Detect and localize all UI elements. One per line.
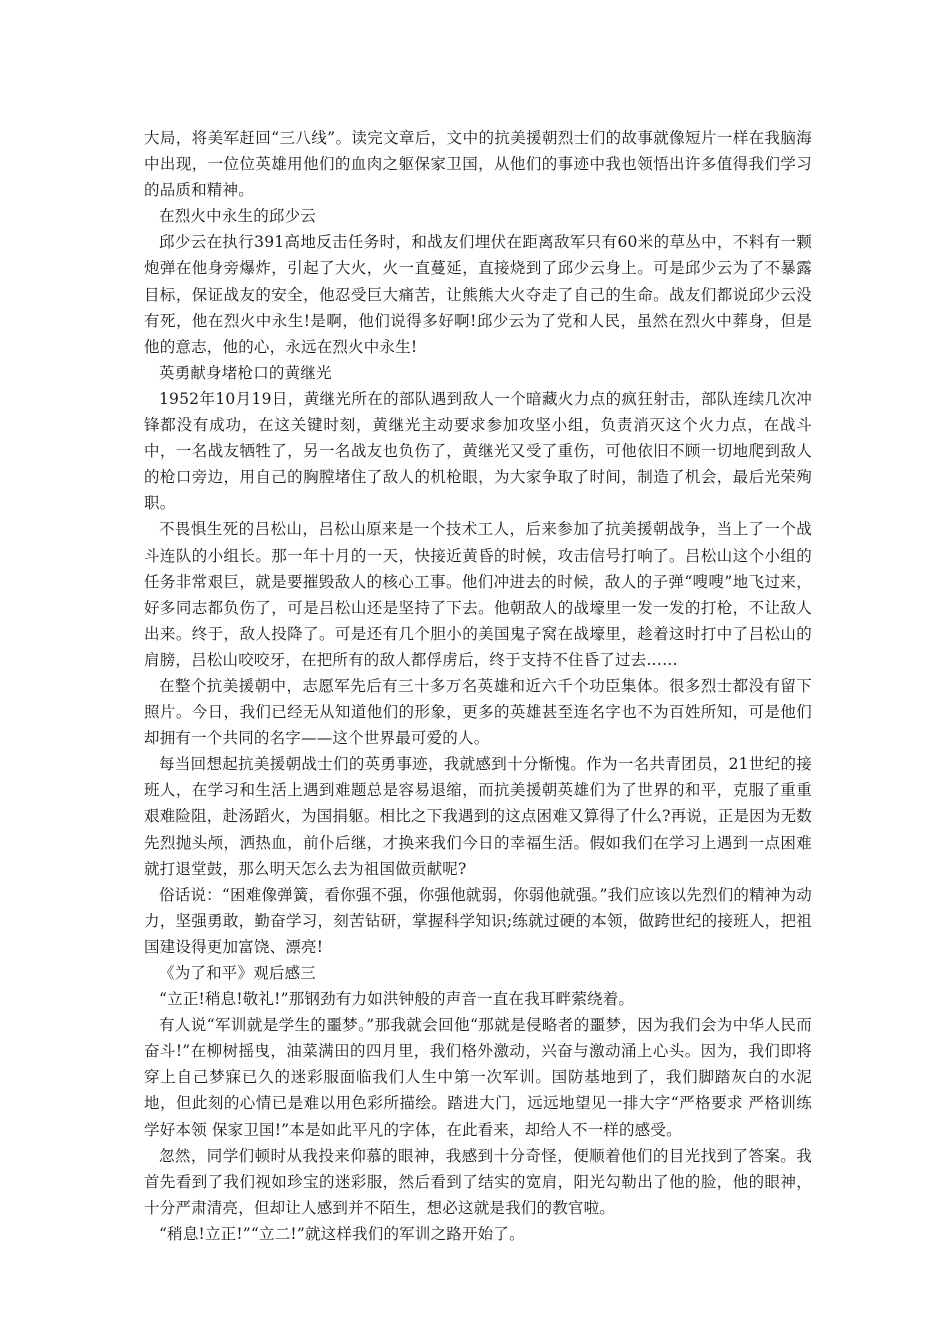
paragraph-command: “立正!稍息!敬礼!”那钢劲有力如洪钟般的声音一直在我耳畔萦绕着。 (159, 990, 635, 1009)
paragraph-military-training: 有人说“军训就是学生的噩梦。”那我就会回他“那就是侵略者的噩梦，因为我们会为中华人民而奋斗!”在柳树摇曳，油菜满田的四月里，我们格外激动，兴奋与激动涌上心头。因为，我们即将穿上自己梦寐已久的迷彩服面临我们人生中第一次军训。国防基地到了，我们脚踏灰白的水泥地，但此刻的心情已是难以用色彩所描绘。踏进大门，远远地望见一排大字“严格要求 严格训练 学好本领 保家卫国!”本是如此平凡的字体，在此看来，却给人不一样的感受。 (144, 1016, 812, 1139)
section-heading-essay-three: 《为了和平》观后感三 (159, 964, 317, 982)
section-heading-qiu-shaoyun: 在烈火中永生的邱少云 (159, 207, 317, 226)
paragraph-qiu-shaoyun: 邱少云在执行391高地反击任务时，和战友们埋伏在距离敌军只有60米的草丛中，不料有一颗炮弹在他身旁爆炸，引起了大火，火一直蔓延，直接烧到了邱少云身上。可是邱少云为了不暴露目标，保证战友的安全，他忍受巨大痛苦，让熊熊大火夺走了自己的生命。战友们都说邱少云没有死，他在烈火中永生!是啊，他们说得多好啊!邱少云为了党和人民，虽然在烈火中葬身，但是他的意志，他的心，永远在烈火中永生! (144, 233, 812, 356)
article-body (144, 125, 812, 1247)
paragraph-training-begins: “稍息!立正!”“立二!”就这样我们的军训之路开始了。 (159, 1224, 525, 1243)
paragraph-reflection: 每当回想起抗美援朝战士们的英勇事迹，我就感到十分惭愧。作为一名共青团员，21世纪的接班人，在学习和生活上遇到难题总是容易退缩，而抗美援朝英雄们为了世界的和平，克服了重重艰难险阻，赴汤蹈火，为国捐躯。相比之下我遇到的这点困难又算得了什么?再说，正是因为无数先烈抛头颅，洒热血，前仆后继，才换来我们今日的幸福生活。假如我们在学习上遇到一点困难就打退堂鼓，那么明天怎么去为祖国做贡献呢? (144, 755, 812, 878)
paragraph-huang-jiguang: 1952年10月19日，黄继光所在的部队遇到敌人一个暗藏火力点的疯狂射击，部队连续几次冲锋都没有成功，在这关键时刻，黄继光主动要求参加攻坚小组，负责消灭这个火力点，在战斗中，一名战友牺牲了，另一名战友也负伤了，黄继光又受了重伤，可他依旧不顾一切地爬到敌人的枪口旁边，用自己的胸膛堵住了敌人的机枪眼，为大家争取了时间，制造了机会，最后光荣殉职。 (144, 389, 812, 513)
paragraph-proverb: 俗话说：“困难像弹簧，看你强不强，你强他就弱，你弱他就强。”我们应该以先烈们的精神为动力，坚强勇敢，勤奋学习，刻苦钻研，掌握科学知识;练就过硬的本领，做跨世纪的接班人，把祖国建设得更加富饶、漂亮! (144, 885, 812, 956)
paragraph-heroes-summary: 在整个抗美援朝中，志愿军先后有三十多万名英雄和近六千个功臣集体。很多烈士都没有留下照片。今日，我们已经无从知道他们的形象，更多的英雄甚至连名字也不为百姓所知，可是他们却拥有一个共同的名字——这个世界最可爱的人。 (144, 676, 812, 748)
paragraph-1: 大局，将美军赶回“三八线”。读完文章后，文中的抗美援朝烈士们的故事就像短片一样在我脑海中出现，一位位英雄用他们的血肉之躯保家卫国，从他们的事迹中我也领悟出许多值得我们学习的品质和精神。 (144, 129, 812, 200)
paragraph-instructor: 忽然，同学们顿时从我投来仰慕的眼神，我感到十分奇怪，便顺着他们的目光找到了答案。我首先看到了我们视如珍宝的迷彩服，然后看到了结实的宽肩，阳光勾勒出了他的脸，他的眼神，十分严肃清亮，但却让人感到并不陌生，想必这就是我们的教官啦。 (144, 1146, 812, 1217)
paragraph-lv-songshan: 不畏惧生死的吕松山，吕松山原来是一个技术工人，后来参加了抗美援朝战争，当上了一个战斗连队的小组长。那一年十月的一天，快接近黄昏的时候，攻击信号打响了。吕松山这个小组的任务非常艰巨，就是要摧毁敌人的核心工事。他们冲进去的时候，敌人的子弹“嗖嗖”地飞过来，好多同志都负伤了，可是吕松山还是坚持了下去。他朝敌人的战壕里一发一发的打枪，不让敌人出来。终于，敌人投降了。可是还有几个胆小的美国鬼子窝在战壕里，趁着这时打中了吕松山的肩膀，吕松山咬咬牙，在把所有的敌人都俘虏后，终于支持不住昏了过去…… (144, 520, 812, 669)
section-heading-huang-jiguang: 英勇献身堵枪口的黄继光 (159, 363, 332, 382)
